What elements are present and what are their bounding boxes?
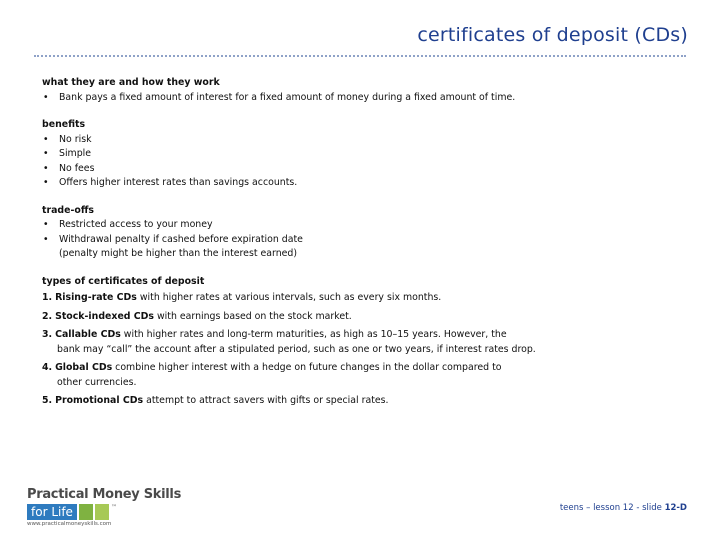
cd-type-desc-cont: bank may “call” the account after a stipulated period, such as one or two years, if interest rates drop.	[57, 343, 536, 355]
cd-type-name: Global CDs	[55, 362, 113, 373]
footer-slide-number: 12-D	[664, 503, 687, 513]
section-tradeoffs	[42, 204, 682, 262]
section-heading: benefits	[42, 119, 86, 130]
item-number: 5.	[42, 395, 53, 406]
practical-money-skills-logo	[27, 487, 182, 527]
footer-lesson: teens – lesson 12 - slide	[559, 503, 665, 513]
section-how-it-works	[42, 76, 682, 105]
cd-type-desc: with higher rates and long-term maturities, as high as 10–15 years. However, the	[120, 329, 507, 340]
logo-green-square	[79, 504, 93, 520]
cd-type-item	[42, 310, 682, 325]
bullet-item: • Restricted access to your money	[42, 218, 682, 233]
section-benefits	[42, 118, 682, 191]
cd-type-name: Rising-rate CDs	[55, 292, 137, 303]
bullet-item: • No fees	[42, 162, 682, 177]
section-heading: what they are and how they work	[42, 77, 220, 88]
slide-title: certificates of deposit (CDs)	[417, 24, 688, 46]
logo-wordmark: Practical Money Skills	[27, 487, 182, 502]
cd-type-item	[42, 394, 682, 409]
cd-type-name: Stock-indexed CDs	[55, 310, 155, 322]
cd-type-desc: with higher rates at various intervals, such as every six months.	[136, 292, 442, 303]
bullet-item	[42, 233, 682, 262]
cd-type-desc-cont: other currencies.	[57, 376, 137, 388]
title-divider	[34, 55, 686, 57]
cd-type-item	[42, 291, 682, 306]
bullet-item: • Offers higher interest rates than savings accounts.	[42, 176, 682, 191]
bullet-item: • No risk	[42, 133, 682, 148]
section-types	[42, 275, 682, 409]
bullet-item: • Bank pays a fixed amount of interest for a fixed amount of money during a fixed amount of time.	[42, 91, 682, 106]
item-number: 1.	[42, 292, 53, 303]
cd-type-item	[42, 328, 682, 357]
cd-type-name: Promotional CDs	[55, 395, 144, 406]
trademark-symbol: ™	[110, 504, 117, 511]
cd-type-desc: combine higher interest with a hedge on future changes in the dollar compared to	[112, 362, 502, 373]
cd-type-item	[42, 361, 682, 390]
cd-type-desc: attempt to attract savers with gifts or special rates.	[143, 395, 389, 406]
bullet-text: Withdrawal penalty if cashed before expiration date	[59, 233, 303, 245]
cd-type-desc: with earnings based on the stock market.	[154, 310, 352, 322]
item-number: 2.	[42, 310, 53, 322]
logo-lightgreen-square	[95, 504, 109, 520]
logo-url: www.practicalmoneyskills.com	[27, 521, 112, 527]
section-heading: trade-offs	[42, 204, 95, 216]
item-number: 3.	[42, 329, 53, 340]
logo-for-life: for Life	[27, 504, 77, 520]
bullet-continuation: (penalty might be higher than the interest earned)	[59, 248, 298, 259]
section-heading: types of certificates of deposit	[42, 275, 205, 287]
slide-content	[42, 76, 682, 422]
cd-type-name: Callable CDs	[55, 329, 121, 340]
bullet-item: • Simple	[42, 147, 682, 162]
slide-footer	[560, 503, 687, 513]
item-number: 4.	[42, 362, 53, 373]
